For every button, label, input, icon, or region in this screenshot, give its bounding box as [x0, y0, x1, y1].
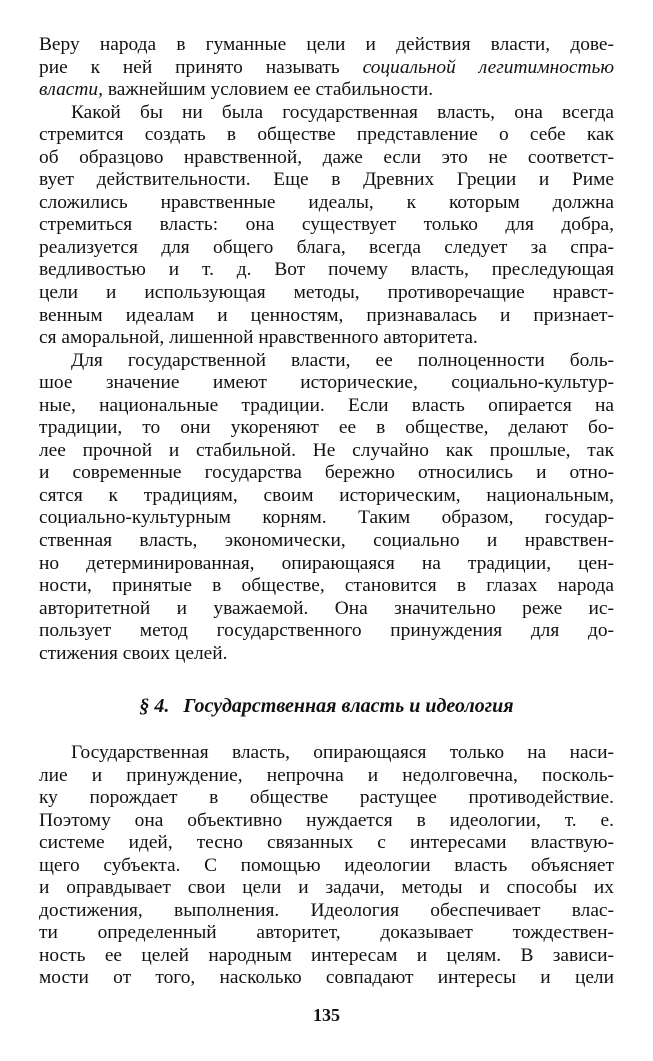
text-line: и оправдывает свои цели и задачи, методы и способы их [39, 877, 614, 899]
text-line: реализуется для общего блага, всегда следует за спра- [39, 236, 614, 258]
text-line: вует действительности. Еще в Древних Греции и Риме [39, 169, 614, 191]
text-line: и современные государства бережно относились и отно- [39, 462, 614, 484]
text-line: Для государственной власти, ее полноценности боль- [71, 349, 614, 371]
text-line [39, 34, 614, 57]
text-line: сложились нравственные идеалы, к которым должна [39, 191, 614, 213]
text-line: ности, принятые в обществе, становится в глазах народа [39, 575, 614, 597]
text-segment: рие к ней принято называть [39, 56, 363, 78]
text-line: ку порождает в обществе растущее противодействие. [39, 787, 614, 809]
text-line: стремится создать в обществе представление о себе как [39, 124, 614, 146]
section-title: Государственная власть и идеология [183, 695, 514, 717]
text-line: Государственная власть, опирающаяся только на наси- [71, 742, 614, 763]
text-line: стремиться власть: она существует только для добра, [39, 214, 614, 236]
paragraph-2 [39, 102, 614, 350]
section-number: § 4. [139, 695, 170, 717]
text-line: системе идей, тесно связанных с интересами властвую- [39, 832, 614, 854]
text-line: пользует метод государственного принуждения для до- [39, 620, 614, 642]
paragraph-3 [39, 350, 614, 666]
paragraph-1 [39, 34, 614, 102]
italic-term: власти, [39, 79, 103, 101]
text-line [39, 57, 614, 80]
text-line: ся аморальной, лишенной нравственного авторитета. [39, 327, 478, 349]
text-line: ность ее целей народным интересам и целям. В зависи- [39, 944, 614, 966]
text-line: Какой бы ни была государственная власть, она всегда [71, 101, 614, 123]
text-line: достижения, выполнения. Идеология обеспечивает влас- [39, 899, 614, 921]
text-line: лие и принуждение, непрочна и недолговечна, посколь- [39, 764, 614, 786]
text-segment: важнейшим условием ее стабильности. [102, 79, 434, 101]
text-line: шое значение имеют исторические, социально-культур- [39, 372, 614, 394]
text-line: цели и использующая методы, противоречащие нравст- [39, 282, 614, 304]
text-line: традиции, то они укореняют ее в обществе, делают бо- [39, 417, 614, 439]
text-line: авторитетной и уважаемой. Она значительно реже ис- [39, 597, 614, 619]
text-line: ственная власть, экономически, социально и нравствен- [39, 530, 614, 552]
paragraph-4 [39, 742, 614, 990]
text-line: об образцово нравственной, даже если это не соответст- [39, 146, 614, 168]
page-number: 135 [313, 1005, 340, 1025]
text-line: сятся к традициям, своим историческим, национальным, [39, 484, 614, 506]
text-line: но детерминированная, опирающаяся на традиции, цен- [39, 552, 614, 574]
text-line: ные, национальные традиции. Если власть опирается на [39, 394, 614, 416]
text-line: щего субъекта. С помощью идеологии власть объясняет [39, 854, 614, 876]
text-segment: Веру народа в гуманные цели и действия власти, дове- [39, 34, 614, 55]
text-line: ведливостью и т. д. Вот почему власть, преследующая [39, 259, 614, 281]
text-line: социально-культурным корням. Таким образом, государ- [39, 507, 614, 529]
text-line: мости от того, насколько совпадают интересы и цели [39, 967, 614, 989]
text-line: венным идеалам и ценностям, признавалась и признает- [39, 304, 614, 326]
text-line: лее прочной и стабильной. Не случайно как прошлые, так [39, 439, 614, 461]
text-line: ти определенный авторитет, доказывает тождествен- [39, 922, 614, 944]
text-line [39, 79, 614, 102]
section-heading [0, 694, 653, 718]
page-body [39, 34, 614, 665]
text-line: стижения своих целей. [39, 642, 228, 664]
text-line: Поэтому она объективно нуждается в идеологии, т. е. [39, 809, 614, 831]
italic-term: социальной легитимностью [362, 56, 614, 78]
